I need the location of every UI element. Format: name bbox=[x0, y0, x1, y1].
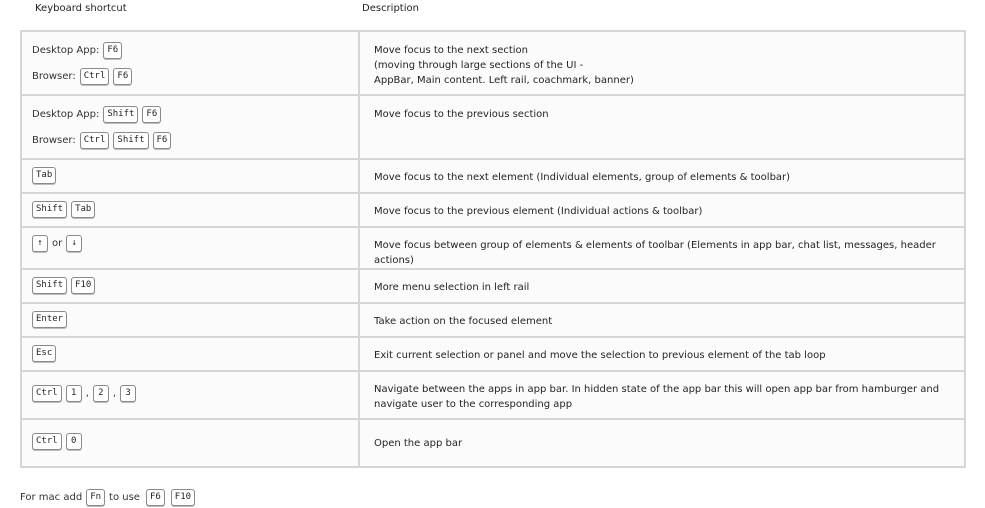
keycap: Shift bbox=[113, 132, 148, 149]
table-row bbox=[21, 31, 965, 95]
shortcut-line bbox=[32, 340, 358, 366]
keycap: Tab bbox=[32, 167, 56, 184]
description-text: Navigate between the apps in app bar. In hidden state of the app bar this will open app bar from hamburger and bbox=[374, 384, 940, 395]
description-cell bbox=[359, 193, 965, 227]
description-text: Move focus to the next element (Individual elements, group of elements & toolbar) bbox=[374, 172, 791, 183]
description-text: navigate user to the corresponding app bbox=[374, 399, 573, 410]
description-cell bbox=[359, 227, 965, 269]
keycap: ↑ bbox=[32, 235, 48, 252]
description-text: Move focus to the next section bbox=[374, 45, 529, 56]
footnote-middle: to use bbox=[109, 492, 140, 503]
mac-footnote bbox=[20, 489, 199, 506]
description-text: AppBar, Main content. Left rail, coachmark, banner) bbox=[374, 75, 634, 86]
shortcut-line bbox=[32, 162, 358, 188]
table-row bbox=[21, 95, 965, 159]
description-cell bbox=[359, 159, 965, 193]
table-row bbox=[21, 193, 965, 227]
table-row bbox=[21, 159, 965, 193]
keycap: Shift bbox=[32, 277, 67, 294]
platform-label: Desktop App: bbox=[32, 108, 100, 120]
keycap: Ctrl bbox=[32, 385, 62, 402]
description-cell bbox=[359, 31, 965, 95]
key-separator: , bbox=[85, 387, 89, 399]
shortcut-cell bbox=[21, 419, 359, 467]
table-row bbox=[21, 269, 965, 303]
shortcut-cell bbox=[21, 95, 359, 159]
keycap: Ctrl bbox=[80, 132, 110, 149]
column-header-description: Description bbox=[362, 3, 419, 14]
shortcut-cell bbox=[21, 193, 359, 227]
footnote-prefix: For mac add bbox=[20, 492, 83, 503]
shortcut-cell bbox=[21, 159, 359, 193]
keycap: Shift bbox=[32, 201, 67, 218]
shortcut-line bbox=[32, 37, 358, 63]
keycap: 3 bbox=[120, 385, 136, 402]
table-row bbox=[21, 371, 965, 419]
description-text: Open the app bar bbox=[374, 438, 463, 449]
keycap: F6 bbox=[113, 68, 132, 85]
keycap: 0 bbox=[66, 433, 82, 450]
description-text: Move focus to the previous section bbox=[374, 109, 549, 120]
keycap: F6 bbox=[142, 106, 161, 123]
platform-label: Browser: bbox=[32, 70, 76, 82]
keycap: Shift bbox=[103, 106, 138, 123]
column-header-shortcut: Keyboard shortcut bbox=[35, 3, 127, 14]
shortcut-line bbox=[32, 306, 358, 332]
shortcuts-table bbox=[20, 30, 966, 468]
keycap: 1 bbox=[66, 385, 82, 402]
table-row bbox=[21, 303, 965, 337]
key-separator: , bbox=[112, 387, 117, 399]
description-text: Move focus between group of elements & elements of toolbar (Elements in app bar, chat list, messages, header actions) bbox=[374, 240, 936, 266]
description-text: Take action on the focused element bbox=[374, 316, 553, 327]
description-cell bbox=[359, 303, 965, 337]
description-text: Move focus to the previous element (Individual actions & toolbar) bbox=[374, 206, 703, 217]
shortcut-line bbox=[32, 196, 358, 222]
platform-label: Browser: bbox=[32, 134, 76, 146]
keycap: F6 bbox=[103, 42, 122, 59]
shortcut-line bbox=[32, 101, 358, 127]
description-cell bbox=[359, 95, 965, 159]
description-cell bbox=[359, 419, 965, 467]
key-f10: F10 bbox=[171, 489, 195, 506]
shortcut-cell bbox=[21, 371, 359, 419]
shortcut-line bbox=[32, 63, 358, 89]
keycap: Enter bbox=[32, 311, 67, 328]
shortcut-line bbox=[32, 428, 358, 454]
table-row bbox=[21, 419, 965, 467]
platform-label: Desktop App: bbox=[32, 44, 100, 56]
keycap: 2 bbox=[93, 385, 109, 402]
keycap: Ctrl bbox=[80, 68, 110, 85]
keycap: Tab bbox=[71, 201, 95, 218]
keycap: ↓ bbox=[66, 235, 82, 252]
key-separator: or bbox=[52, 237, 63, 249]
shortcut-cell bbox=[21, 337, 359, 371]
shortcut-line bbox=[32, 272, 358, 298]
keycap: Ctrl bbox=[32, 433, 62, 450]
shortcut-line bbox=[32, 127, 358, 153]
shortcut-cell bbox=[21, 227, 359, 269]
description-text: (moving through large sections of the UI - bbox=[374, 60, 584, 71]
keycap: F10 bbox=[71, 277, 95, 294]
keycap: F6 bbox=[153, 132, 172, 149]
description-cell bbox=[359, 371, 965, 419]
description-text: Exit current selection or panel and move the selection to previous element of the tab loop bbox=[374, 350, 826, 361]
keycap: Esc bbox=[32, 345, 56, 362]
description-cell bbox=[359, 337, 965, 371]
shortcut-cell bbox=[21, 303, 359, 337]
table-row bbox=[21, 227, 965, 269]
shortcut-cell bbox=[21, 31, 359, 95]
description-cell bbox=[359, 269, 965, 303]
table-row bbox=[21, 337, 965, 371]
shortcut-cell bbox=[21, 269, 359, 303]
description-text: More menu selection in left rail bbox=[374, 282, 530, 293]
shortcut-line bbox=[32, 380, 358, 406]
key-f6: F6 bbox=[146, 489, 165, 506]
shortcut-line bbox=[32, 230, 358, 256]
key-fn: Fn bbox=[86, 489, 105, 506]
